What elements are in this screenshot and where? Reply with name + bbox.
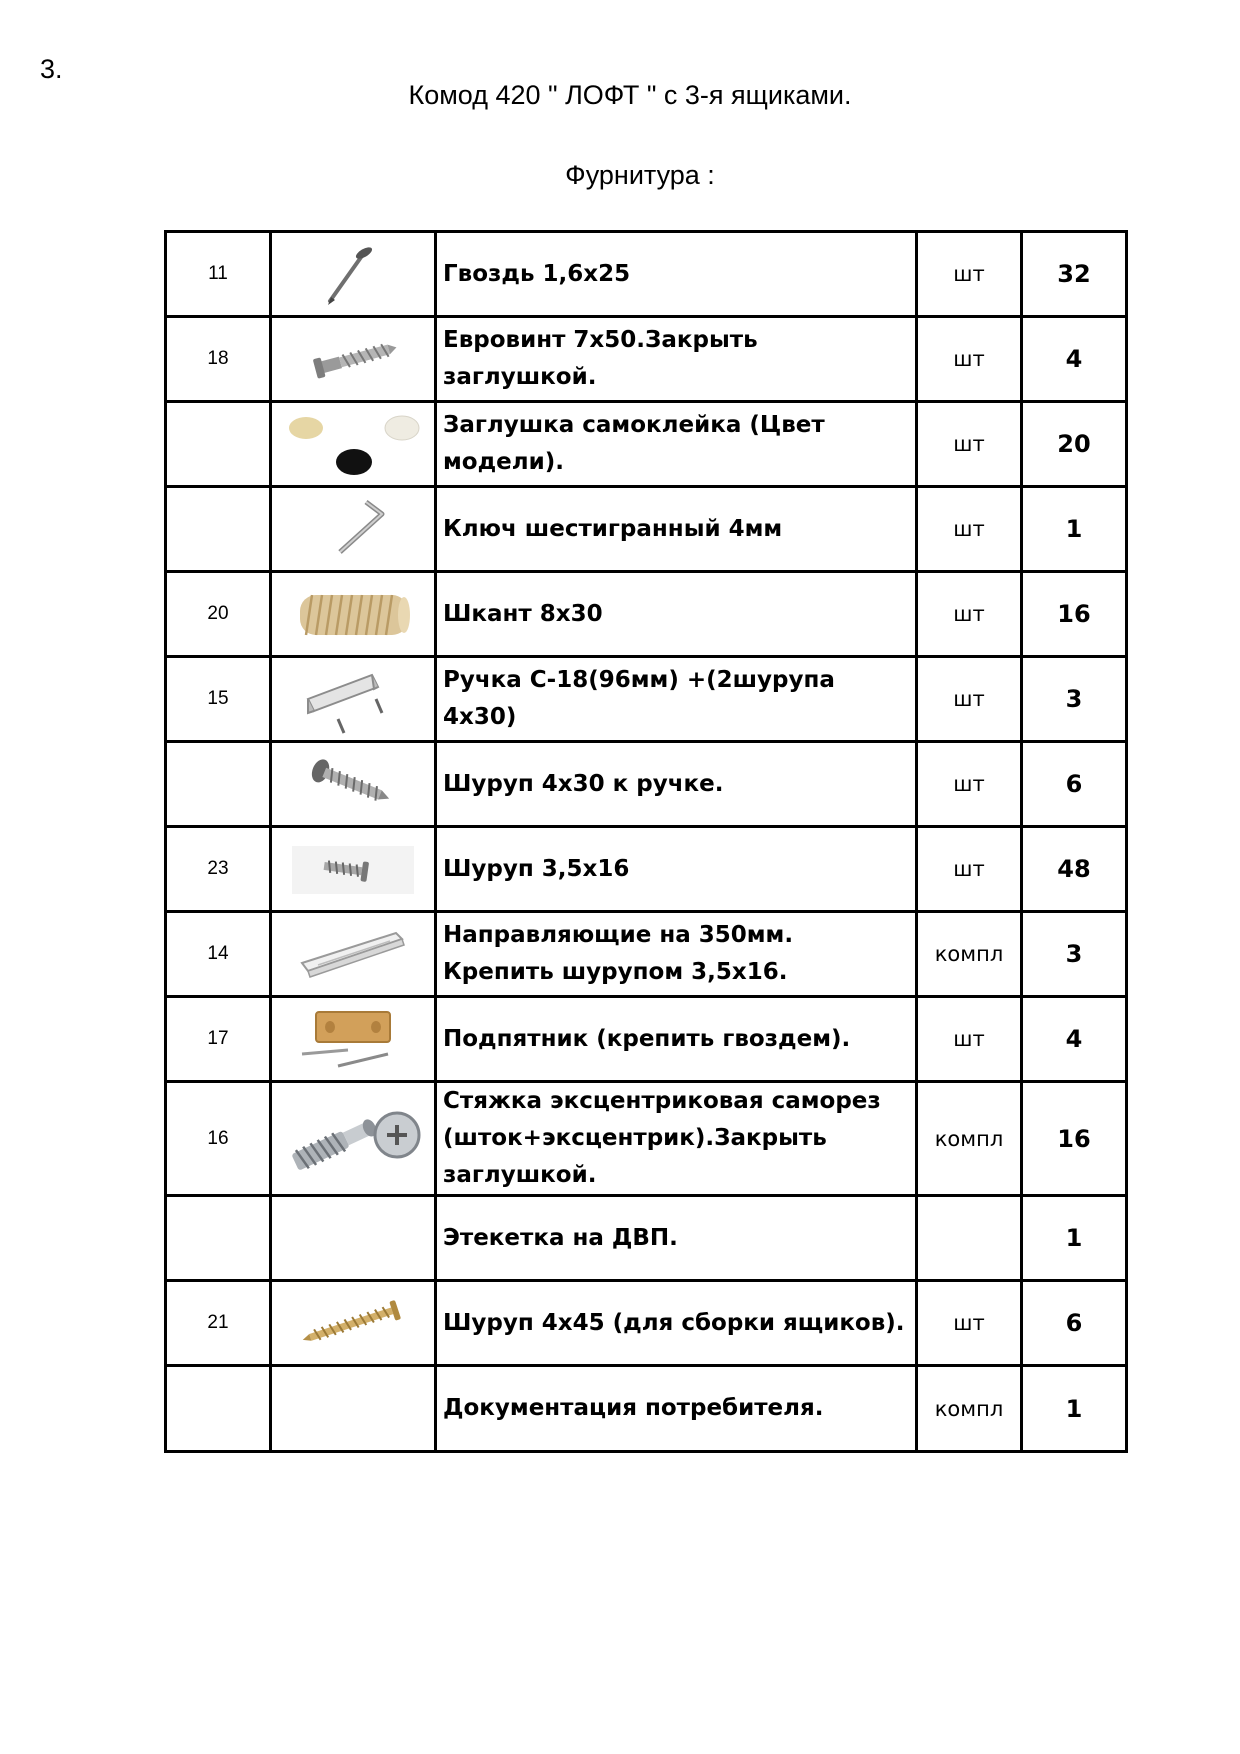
item-unit: шт	[917, 402, 1022, 487]
item-unit: шт	[917, 572, 1022, 657]
item-unit: шт	[917, 232, 1022, 317]
cam-lock-icon	[275, 1089, 431, 1189]
item-unit: шт	[917, 657, 1022, 742]
item-name: Ключ шестигранный 4мм	[436, 487, 917, 572]
item-unit: компл	[917, 912, 1022, 997]
hex-key-icon	[278, 494, 428, 564]
item-number: 11	[166, 232, 271, 317]
drawer-rail-icon	[278, 919, 428, 989]
table-row	[166, 1366, 1127, 1452]
item-number: 23	[166, 827, 271, 912]
item-quantity: 3	[1022, 657, 1127, 742]
item-unit: компл	[917, 1366, 1022, 1452]
document-title: Комод 420 " ЛОФТ " с 3-я ящиками.	[408, 80, 852, 110]
euro-screw-icon	[278, 324, 428, 394]
table-row	[166, 317, 1127, 402]
item-number: 17	[166, 997, 271, 1082]
item-quantity: 48	[1022, 827, 1127, 912]
item-name: Гвоздь 1,6х25	[436, 232, 917, 317]
item-unit: шт	[917, 742, 1022, 827]
table-row	[166, 402, 1127, 487]
item-number: 16	[166, 1082, 271, 1196]
hardware-table	[164, 230, 1128, 1453]
item-unit: шт	[917, 827, 1022, 912]
handle-icon	[278, 663, 428, 735]
item-number	[166, 1196, 271, 1281]
item-unit: шт	[917, 317, 1022, 402]
item-name: Шуруп 3,5х16	[436, 827, 917, 912]
item-quantity: 3	[1022, 912, 1127, 997]
item-number	[166, 1366, 271, 1452]
foot-pad-icon	[278, 1004, 428, 1074]
nail-icon	[278, 239, 428, 309]
item-name: Стяжка эксцентриковая саморез (шток+эксцентрик).Закрыть заглушкой.	[436, 1082, 917, 1196]
item-unit: шт	[917, 1281, 1022, 1366]
item-name: Документация потребителя.	[436, 1366, 917, 1452]
dowel-icon	[278, 579, 428, 649]
item-quantity: 1	[1022, 487, 1127, 572]
item-name: Заглушка самоклейка (Цвет модели).	[436, 402, 917, 487]
item-quantity: 20	[1022, 402, 1127, 487]
section-subtitle: Фурнитура :	[565, 160, 715, 190]
item-name: Ручка С-18(96мм) +(2шурупа 4х30)	[436, 657, 917, 742]
item-quantity: 4	[1022, 317, 1127, 402]
adhesive-caps-icon	[278, 406, 428, 482]
item-unit: шт	[917, 487, 1022, 572]
short-screw-icon	[278, 834, 428, 904]
item-number	[166, 742, 271, 827]
page-number: 3.	[40, 54, 63, 84]
item-quantity: 6	[1022, 1281, 1127, 1366]
item-quantity: 1	[1022, 1196, 1127, 1281]
table-row	[166, 1196, 1127, 1281]
item-name: Шуруп 4х45 (для сборки ящиков).	[436, 1281, 917, 1366]
item-number	[166, 402, 271, 487]
item-unit	[917, 1196, 1022, 1281]
item-name: Шкант 8х30	[436, 572, 917, 657]
table-row	[166, 827, 1127, 912]
item-quantity: 6	[1022, 742, 1127, 827]
item-number: 15	[166, 657, 271, 742]
item-number: 14	[166, 912, 271, 997]
item-number: 18	[166, 317, 271, 402]
item-quantity: 16	[1022, 572, 1127, 657]
screw-4x30-icon	[278, 749, 428, 819]
table-row	[166, 742, 1127, 827]
item-name: Евровинт 7х50.Закрыть заглушкой.	[436, 317, 917, 402]
item-name: Направляющие на 350мм. Крепить шурупом 3,5х16.	[436, 912, 917, 997]
table-row	[166, 572, 1127, 657]
table-row	[166, 657, 1127, 742]
item-unit: шт	[917, 997, 1022, 1082]
item-number: 20	[166, 572, 271, 657]
item-unit: компл	[917, 1082, 1022, 1196]
table-row	[166, 997, 1127, 1082]
table-row	[166, 1082, 1127, 1196]
item-number: 21	[166, 1281, 271, 1366]
item-quantity: 16	[1022, 1082, 1127, 1196]
table-row	[166, 487, 1127, 572]
table-row	[166, 1281, 1127, 1366]
item-quantity: 1	[1022, 1366, 1127, 1452]
table-row	[166, 912, 1127, 997]
item-name: Этекетка на ДВП.	[436, 1196, 917, 1281]
table-row	[166, 232, 1127, 317]
item-name: Шуруп 4х30 к ручке.	[436, 742, 917, 827]
item-quantity: 4	[1022, 997, 1127, 1082]
item-number	[166, 487, 271, 572]
item-quantity: 32	[1022, 232, 1127, 317]
wood-screw-icon	[278, 1288, 428, 1358]
item-name: Подпятник (крепить гвоздем).	[436, 997, 917, 1082]
